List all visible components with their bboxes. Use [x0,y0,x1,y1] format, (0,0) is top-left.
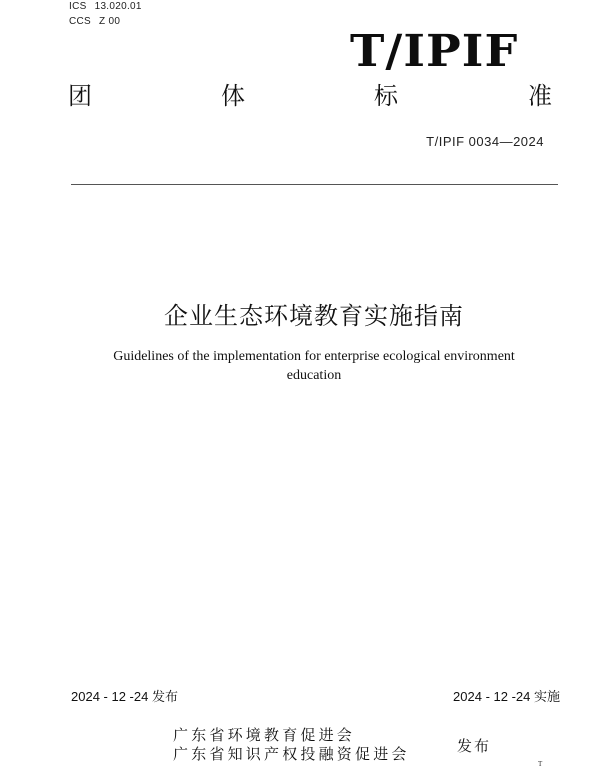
ics-label: ICS [69,1,87,12]
page-mark: T [538,760,543,768]
ics-line [69,1,142,12]
publisher-line-2: 广东省知识产权投融资促进会 [173,745,410,763]
standard-number: T/IPIF 0034—2024 [426,134,544,149]
standard-type-char-4: 准 [528,82,552,110]
standard-type-char-1: 团 [68,82,92,110]
issue-date: 2024 - 12 -24 发布 [71,689,178,704]
publisher-line-1: 广东省环境教育促进会 [173,726,356,744]
standard-type-char-2: 体 [221,82,245,110]
ics-code: 13.020.01 [94,1,142,12]
publish-label: 发布 [457,737,492,755]
title-chinese: 企业生态环境教育实施指南 [164,302,464,330]
title-english-line-2: education [286,368,342,383]
standard-type-char-3: 标 [374,82,398,110]
ccs-label: CCS [69,16,92,27]
ccs-line [69,16,120,27]
header-divider [71,184,558,185]
ccs-code: Z 00 [99,16,121,27]
standard-logo: T/IPIF [350,26,519,77]
title-english-line-1: Guidelines of the implementation for enterprise ecological environment [113,349,515,364]
implement-date: 2024 - 12 -24 实施 [453,689,560,704]
